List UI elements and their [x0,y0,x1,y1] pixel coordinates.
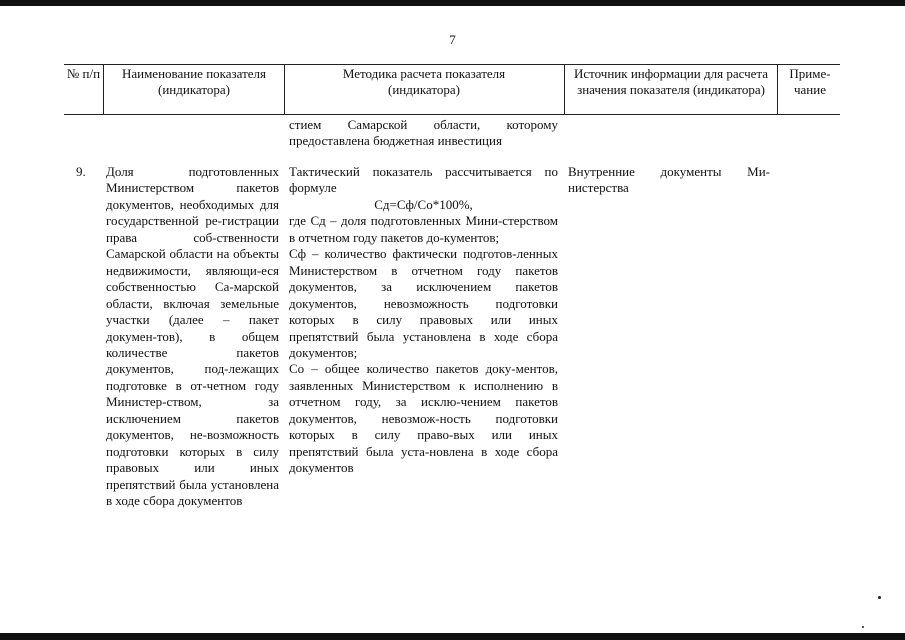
header-col-number: № п/п [66,66,101,81]
header-col-note: Приме-чание [789,66,831,97]
method-co: Со – общее количество пакетов доку-ментов, заявленных Министерством к исполнению в отчетном году, за исклю-чением пакетов документов, невозмож-ность подготовки которых в силу право-вых или иных препятствий была уста-новлена в ходе сбора документов [289,361,558,476]
bottom-border [0,633,905,640]
formula: Сд=Сф/Со*100%, [374,196,473,212]
header-divider [564,64,565,115]
scan-speck [862,626,864,628]
header-divider [284,64,285,115]
header-col-method: Методика расчета показателя (индикатора) [342,66,506,97]
method-intro: Тактический показатель рассчитывается по формуле [289,164,558,196]
method-cd: где Сд – доля подготовленных Мини-стерством в отчетном году пакетов до-кументов; [289,213,558,245]
indicator-name: Доля подготовленных Министерством пакетов документов, необходимых для государственной ре-гистрации права соб-ственности Самарской области на объекты недвижимости, являющи-еся собственностью Са-марской области, включая земельные участки (далее – пакет докумен-тов), в общем количестве пакетов документов, под-лежащих подготовке в от-четном году Министер-ством, за исключением пакетов документов, не-возможность подготовки которых в силу правовых или иных препятствий была установлена в ходе сбора документов [106,164,279,509]
scan-speck [878,596,881,599]
header-divider [103,64,104,115]
method-cf: Сф – количество фактически подготов-ленных Министерством в отчетном году пакетов документов, за исключением пакетов документов, невозможность подготовки которых в силу правовых или иных препятствий была установлена в ходе сбора документов; [289,246,558,360]
header-bottom-rule [64,114,840,115]
continuation-text: стием Самарской области, которому предоставлена бюджетная инвестиция [289,117,558,148]
method-cell [289,164,558,477]
info-source: Внутренние документы Ми-нистерства [568,164,770,196]
top-border [0,0,905,6]
header-col-name: Наименование показателя (индикатора) [121,66,267,97]
page-number: 7 [449,32,456,47]
header-divider [777,64,778,115]
header-col-source: Источник информации для расчета значения показателя (индикатора) [573,66,769,97]
header-top-rule [64,64,840,65]
row-number: 9. [76,164,86,179]
